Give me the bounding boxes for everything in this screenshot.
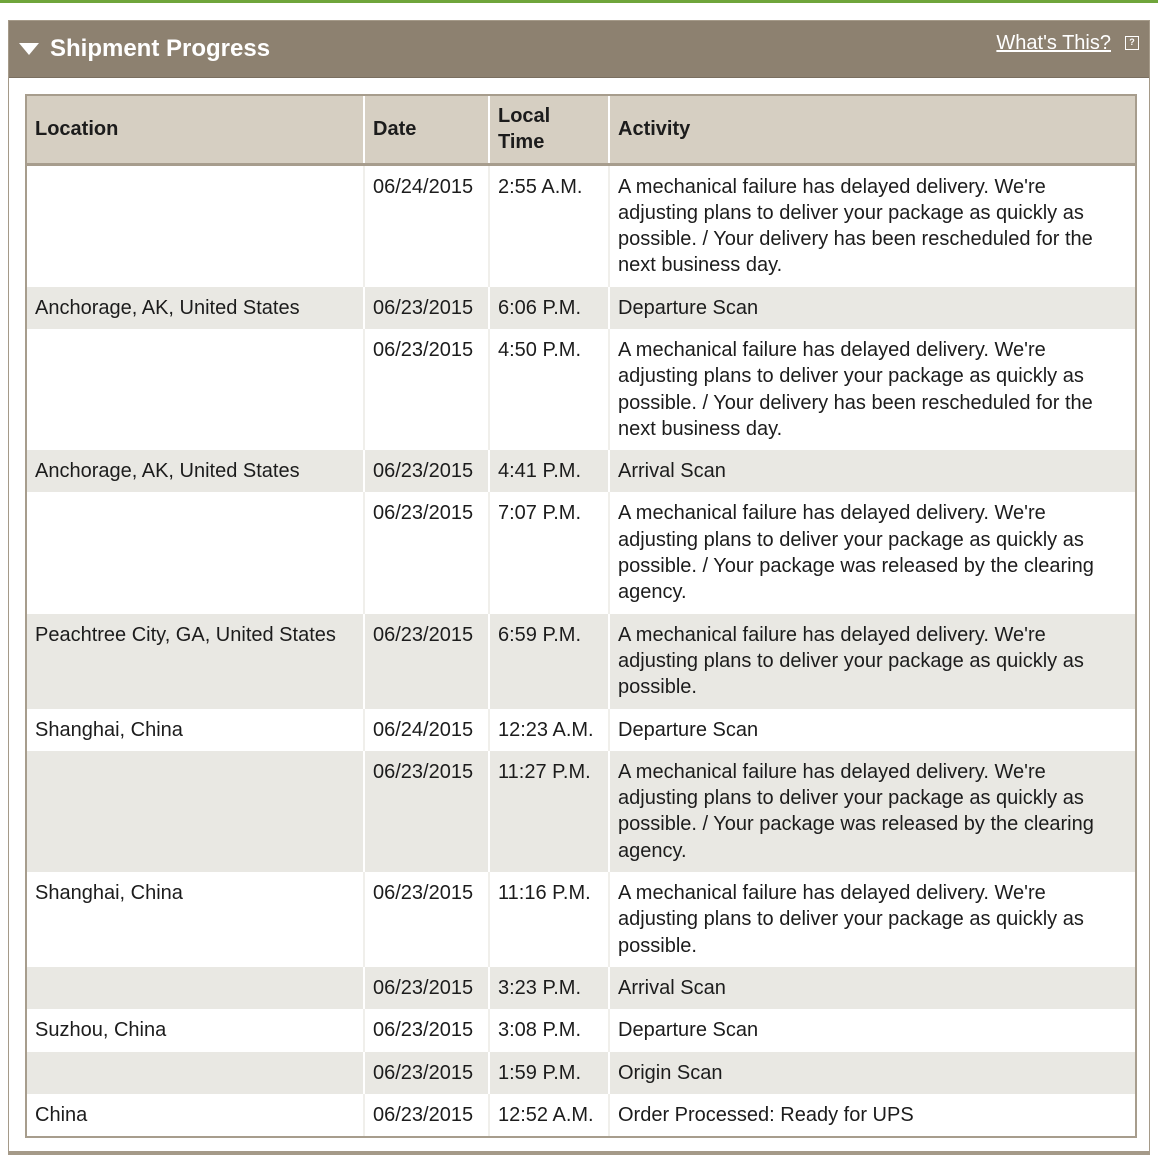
shipment-progress-table xyxy=(27,96,1135,1136)
cell-activity: Departure Scan xyxy=(609,709,1135,751)
table-row xyxy=(27,967,1135,1009)
table-row xyxy=(27,287,1135,329)
cell-location: Shanghai, China xyxy=(27,872,364,967)
column-header-date: Date xyxy=(364,96,489,164)
table-row xyxy=(27,450,1135,492)
cell-location: Suzhou, China xyxy=(27,1009,364,1051)
table-row xyxy=(27,329,1135,450)
shipment-progress-panel xyxy=(8,20,1150,1155)
cell-date: 06/23/2015 xyxy=(364,872,489,967)
cell-activity: A mechanical failure has delayed delivery. We're adjusting plans to deliver your package as quickly as possible. / Your delivery has been rescheduled for the next business day. xyxy=(609,164,1135,287)
cell-date: 06/23/2015 xyxy=(364,614,489,709)
cell-activity: A mechanical failure has delayed delivery. We're adjusting plans to deliver your package as quickly as possible. xyxy=(609,872,1135,967)
cell-activity: Order Processed: Ready for UPS xyxy=(609,1094,1135,1136)
cell-activity: Departure Scan xyxy=(609,1009,1135,1051)
collapse-triangle-icon[interactable] xyxy=(19,43,39,55)
cell-date: 06/24/2015 xyxy=(364,709,489,751)
cell-activity: A mechanical failure has delayed delivery. We're adjusting plans to deliver your package as quickly as possible. / Your delivery has been rescheduled for the next business day. xyxy=(609,329,1135,450)
table-row xyxy=(27,492,1135,613)
cell-activity: Departure Scan xyxy=(609,287,1135,329)
panel-header[interactable] xyxy=(9,21,1149,78)
column-header-local-time xyxy=(489,96,609,164)
panel-title[interactable]: Shipment Progress xyxy=(50,35,271,62)
cell-activity: Arrival Scan xyxy=(609,967,1135,1009)
column-header-local-time-line2: Time xyxy=(498,131,545,154)
cell-date: 06/23/2015 xyxy=(364,450,489,492)
table-header-row xyxy=(27,96,1135,164)
cell-location xyxy=(27,967,364,1009)
cell-time: 12:23 A.M. xyxy=(489,709,609,751)
cell-time: 12:52 A.M. xyxy=(489,1094,609,1136)
cell-activity: A mechanical failure has delayed delivery. We're adjusting plans to deliver your package as quickly as possible. / Your package was released by the clearing agency. xyxy=(609,751,1135,872)
column-header-local-time-line1: Local xyxy=(498,105,551,128)
cell-time: 2:55 A.M. xyxy=(489,164,609,287)
cell-location xyxy=(27,492,364,613)
cell-date: 06/23/2015 xyxy=(364,1009,489,1051)
cell-time: 6:06 P.M. xyxy=(489,287,609,329)
cell-location xyxy=(27,1052,364,1094)
cell-activity: Arrival Scan xyxy=(609,450,1135,492)
cell-location: China xyxy=(27,1094,364,1136)
cell-location: Anchorage, AK, United States xyxy=(27,287,364,329)
table-row xyxy=(27,1009,1135,1051)
column-header-activity: Activity xyxy=(609,96,1135,164)
cell-date: 06/23/2015 xyxy=(364,1052,489,1094)
cell-date: 06/23/2015 xyxy=(364,751,489,872)
popup-window-icon[interactable]: ? xyxy=(1125,36,1139,50)
shipment-table-container xyxy=(25,94,1137,1138)
cell-location: Peachtree City, GA, United States xyxy=(27,614,364,709)
cell-time: 6:59 P.M. xyxy=(489,614,609,709)
cell-date: 06/23/2015 xyxy=(364,1094,489,1136)
table-row xyxy=(27,1094,1135,1136)
cell-time: 11:16 P.M. xyxy=(489,872,609,967)
cell-location: Shanghai, China xyxy=(27,709,364,751)
table-row xyxy=(27,751,1135,872)
cell-activity: Origin Scan xyxy=(609,1052,1135,1094)
cell-time: 7:07 P.M. xyxy=(489,492,609,613)
table-row xyxy=(27,872,1135,967)
top-accent-bar xyxy=(0,0,1158,3)
cell-time: 1:59 P.M. xyxy=(489,1052,609,1094)
table-row xyxy=(27,614,1135,709)
column-header-location: Location xyxy=(27,96,364,164)
cell-date: 06/24/2015 xyxy=(364,164,489,287)
table-row xyxy=(27,1052,1135,1094)
table-row xyxy=(27,164,1135,287)
whats-this-link[interactable]: What's This? xyxy=(996,32,1111,54)
cell-location xyxy=(27,164,364,287)
cell-time: 4:50 P.M. xyxy=(489,329,609,450)
table-row xyxy=(27,709,1135,751)
cell-date: 06/23/2015 xyxy=(364,329,489,450)
cell-date: 06/23/2015 xyxy=(364,967,489,1009)
table-body xyxy=(27,164,1135,1136)
cell-location xyxy=(27,329,364,450)
cell-date: 06/23/2015 xyxy=(364,287,489,329)
cell-time: 3:08 P.M. xyxy=(489,1009,609,1051)
cell-time: 3:23 P.M. xyxy=(489,967,609,1009)
cell-location: Anchorage, AK, United States xyxy=(27,450,364,492)
cell-location xyxy=(27,751,364,872)
cell-time: 4:41 P.M. xyxy=(489,450,609,492)
cell-time: 11:27 P.M. xyxy=(489,751,609,872)
cell-date: 06/23/2015 xyxy=(364,492,489,613)
cell-activity: A mechanical failure has delayed delivery. We're adjusting plans to deliver your package as quickly as possible. / Your package was released by the clearing agency. xyxy=(609,492,1135,613)
cell-activity: A mechanical failure has delayed delivery. We're adjusting plans to deliver your package as quickly as possible. xyxy=(609,614,1135,709)
